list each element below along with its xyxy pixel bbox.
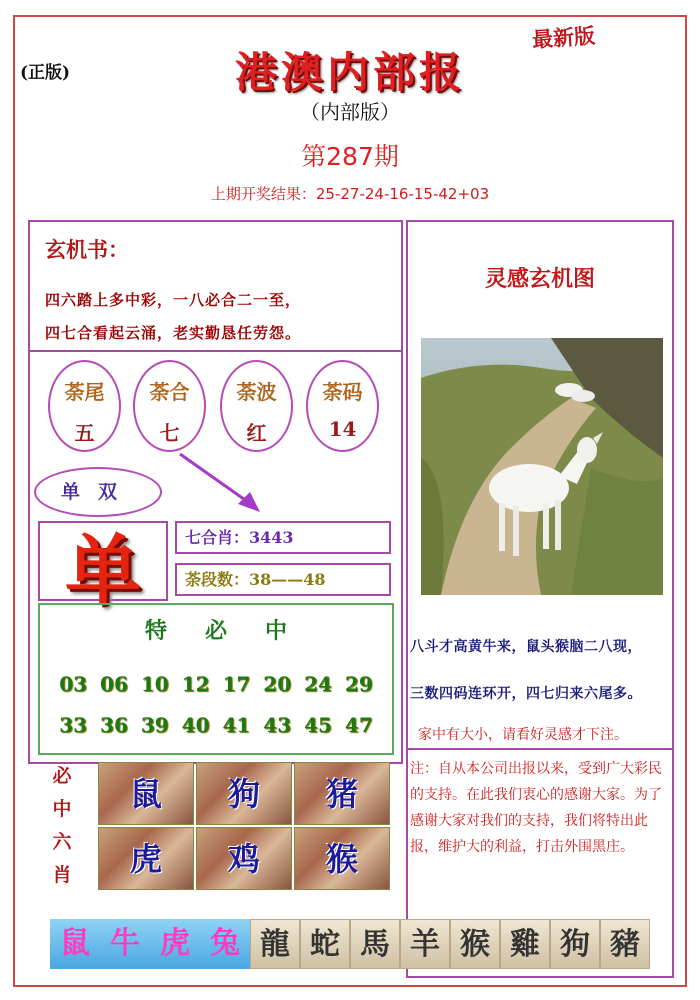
oval-value: 五 [74,421,95,445]
zodiac-bar-item: 兔 [200,919,250,969]
oval-wave [220,360,293,452]
poem-line-1: 四六踏上多中彩，一八必合二一至， [45,291,302,309]
number: 43 [263,713,292,737]
zodiac-tile [294,762,390,825]
zodiac-bar-item: 馬 [350,919,400,969]
zodiac-char: 猪 [325,775,358,813]
number: 29 [344,672,373,696]
oval-label: 荼波 [236,380,277,404]
qihe-box: 七合肖：3443 [175,521,391,554]
oval-tail [48,360,121,452]
number: 03 [59,672,88,696]
oval-value: 14 [328,417,357,441]
special-title: 特必中 [144,618,325,644]
oval-label: 荼合 [149,380,190,404]
oval-code [306,360,379,452]
last-result: 上期开奖结果：25-27-24-16-15-42+03 [210,185,490,203]
right-poem-line-2: 三数四码连环开，四七归来六尾多。 [410,686,642,702]
zodiac-bar-item: 豬 [600,919,650,969]
odd-even-oval: 单双 [34,467,162,517]
zodiac-bar-item: 龍 [250,919,300,969]
number: 40 [181,713,210,737]
goat-illustration [421,338,663,595]
divider [408,748,672,750]
zodiac-char: 鸡 [227,840,260,878]
oval-label: 荼尾 [64,380,105,404]
number: 12 [181,672,210,696]
issue-number: 第287期 [301,142,399,171]
xuanji-title: 玄机书： [45,237,129,262]
number: 39 [140,713,169,737]
oval-label: 荼码 [322,380,363,404]
zodiac-bar-item: 虎 [150,919,200,969]
number: 06 [100,672,128,696]
number: 47 [344,713,373,737]
inspiration-title: 灵感玄机图 [484,266,595,292]
number: 41 [222,713,251,737]
six-zodiac-label [50,760,74,892]
zodiac-bar-item: 雞 [500,919,550,969]
oval-value: 七 [159,421,180,445]
label-char: 肖 [52,864,72,886]
label-char: 必 [52,765,72,787]
notice-text: 注：自从本公司出报以来，受到广大彩民的支持。在此我们衷心的感谢大家。为了感谢大家对我们的支持，我们将特出此报，维护大的利益，打击外围黑庄。 [410,761,662,855]
numbers-row-2 [38,713,394,737]
number: 45 [304,713,332,737]
oval-combine [133,360,206,452]
zodiac-char: 猴 [325,840,358,878]
zodiac-tile [196,827,292,890]
arrow-icon [176,450,266,520]
zodiac-bar-item: 牛 [100,919,150,969]
divider [30,350,401,352]
number: 33 [59,713,88,737]
big-char: 单 [65,526,141,615]
numbers-row-1 [38,672,394,696]
segment-box: 荼段数：38——48 [175,563,391,596]
label-char: 中 [52,798,72,820]
zodiac-bar-item: 狗 [550,919,600,969]
number: 20 [263,672,292,696]
sub-title: （内部版） [300,100,400,124]
zodiac-bar-item: 蛇 [300,919,350,969]
zodiac-char: 虎 [129,840,162,878]
right-poem-line-1: 八斗才高黄牛来，鼠头猴脑二八现， [410,639,642,655]
edition-left-label: (正版) [20,63,71,83]
zodiac-bar-item: 猴 [450,919,500,969]
zodiac-bar-item: 鼠 [50,919,100,969]
label-char: 六 [52,831,72,853]
zodiac-tile [196,762,292,825]
poem-line-2: 四七合看起云涌，老实勤恳任劳怨。 [45,324,302,342]
goat-photo [421,338,663,595]
zodiac-tile [294,827,390,890]
right-panel [406,220,674,978]
main-title: 港澳内部报 [234,48,465,97]
oval-value: 红 [246,421,267,445]
number: 36 [100,713,128,737]
right-note: 家中有大小，请看好灵感才下注。 [418,727,628,743]
edition-right-label: 最新版 [531,22,596,53]
zodiac-bar-item: 羊 [400,919,450,969]
number: 10 [140,672,169,696]
number: 24 [304,672,332,696]
zodiac-char: 鼠 [129,775,162,813]
number: 17 [222,672,251,696]
zodiac-char: 狗 [227,775,260,813]
zodiac-tile [98,762,194,825]
zodiac-tile [98,827,194,890]
